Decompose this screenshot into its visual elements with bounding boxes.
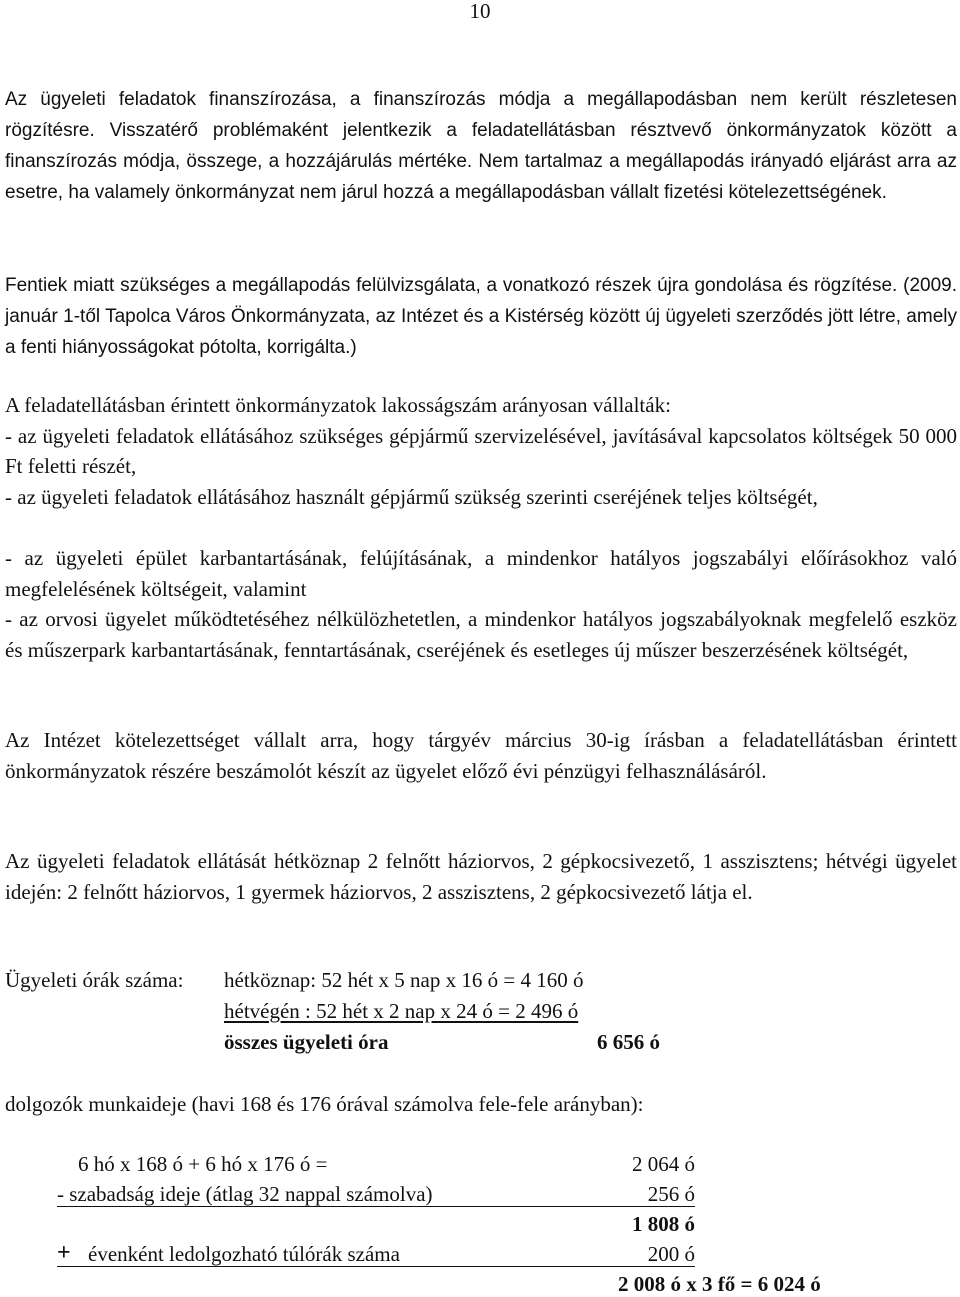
- paragraph-report: Az Intézet kötelezettséget vállalt arra, hogy tárgyév március 30-ig írásban a feladatellátásban érintett önkormányzatok részére beszámolót készít az ügyelet előző évi pénzügyi felhasználásáról.: [5, 728, 957, 783]
- worktime-row3-value: 200 ó: [647, 1242, 695, 1266]
- obligations-intro: A feladatellátásban érintett önkormányzatok lakosságszám arányosan vállalták:: [5, 393, 671, 417]
- total-rule: [57, 1266, 695, 1267]
- worktime-row2-value: 256 ó: [647, 1182, 695, 1206]
- worktime-row1-value: 2 064 ó: [632, 1152, 695, 1176]
- worktime-subtotal: 1 808 ó: [632, 1212, 695, 1236]
- obligation-item: - az ügyeleti feladatok ellátásához szükséges gépjármű szervizelésével, javításával kapcsolatos költségek 50 000 Ft feletti részét,: [5, 423, 957, 479]
- paragraph-staffing: Az ügyeleti feladatok ellátását hétköznap 2 felnőtt háziorvos, 2 gépkocsivezető, 1 asszisztens; hétvégi ügyelet idején: 2 felnőtt háziorvos, 1 gyermek háziorvos, 2 asszisztens, 2 gépkocsivezető látja el.: [5, 849, 957, 904]
- plus-sign: +: [57, 1240, 71, 1266]
- worktime-row1-label: 6 hó x 168 ó + 6 hó x 176 ó =: [78, 1152, 328, 1176]
- worktime-final: 2 008 ó x 3 fő = 6 024 ó: [618, 1272, 821, 1296]
- hours-weekend: hétvégén : 52 hét x 2 nap x 24 ó = 2 496 ó: [224, 999, 579, 1023]
- paragraph-review: Fentiek miatt szükséges a megállapodás felülvizsgálata, a vonatkozó részek újra gondolása és rögzítése. (2009. január 1-től Tapolca Város Önkormányzata, az Intézet és a Kistérség között új ügyeleti szerződés jött létre, amely a fenti hiányosságokat pótolta, korrigálta.): [5, 275, 957, 358]
- obligation-item: - az orvosi ügyelet működtetéséhez nélkülözhetetlen, a mindenkor hatályos jogszabályoknak megfelelő eszköz és műszerpark karbantartásának, fenntartásának, cseréjének és esetleges új műszer beszerzésének költségét,: [5, 607, 957, 662]
- worktime-row3-label: évenként ledolgozható túlórák száma: [88, 1242, 400, 1266]
- subtotal-rule: [57, 1206, 695, 1207]
- hours-weekday: hétköznap: 52 hét x 5 nap x 16 ó = 4 160 ó: [224, 968, 584, 992]
- hours-total-value: 6 656 ó: [597, 1030, 660, 1054]
- worktime-row2-label: - szabadság ideje (átlag 32 nappal számolva): [57, 1182, 433, 1206]
- worktime-intro: dolgozók munkaideje (havi 168 és 176 órával számolva fele-fele arányban):: [5, 1092, 644, 1116]
- paragraph-financing: Az ügyeleti feladatok finanszírozása, a finanszírozás módja a megállapodásban nem került részletesen rögzítésre. Visszatérő problémaként jelentkezik a feladatellátásban résztvevő önkormányzatok között a finanszírozás módja, összege, a hozzájárulás mértéke. Nem tartalmaz a megállapodás irányadó eljárást arra az esetre, ha valamely önkormányzat nem járul hozzá a megállapodásban vállalt fizetési kötelezettségének.: [5, 89, 957, 203]
- hours-total-label: összes ügyeleti óra: [224, 1030, 389, 1054]
- hours-label: Ügyeleti órák száma:: [5, 968, 184, 992]
- obligation-item: - az ügyeleti épület karbantartásának, felújításának, a mindenkor hatályos jogszabályi előírásokhoz való megfelelésének költségeit, valamint: [5, 546, 957, 601]
- page-number: 10: [469, 0, 491, 23]
- obligation-item: - az ügyeleti feladatok ellátásához használt gépjármű szükség szerinti cseréjének teljes költségét,: [5, 484, 818, 509]
